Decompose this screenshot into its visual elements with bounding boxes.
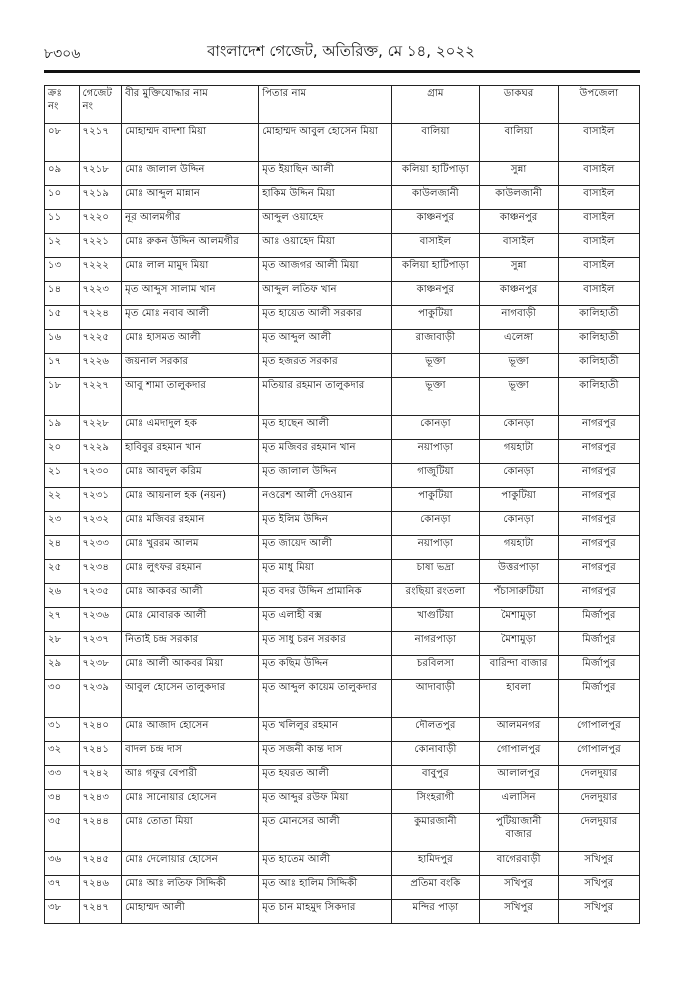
cell-father-name: আব্দুল ওয়াহেদ <box>259 210 392 234</box>
gazette-title: বাংলাদেশ গেজেট, অতিরিক্ত, মে ১৪, ২০২২ <box>207 42 475 60</box>
cell-gazette-no: ৭২২৭ <box>79 378 122 416</box>
cell-father-name: মৃত সজনী কান্ত দাস <box>259 742 392 766</box>
cell-upazila: দেলদুয়ার <box>558 814 639 852</box>
freedom-fighter-table <box>44 85 640 924</box>
table-row <box>45 162 640 186</box>
cell-village: চাষা ভদ্রা <box>392 560 479 584</box>
cell-serial: ৩৫ <box>45 814 80 852</box>
table-row <box>45 718 640 742</box>
cell-post-office: বাগেরবাড়ী <box>479 852 558 876</box>
cell-fighter-name: মোঃ রুকন উদ্দিন আলমগীর <box>122 234 259 258</box>
cell-post-office: সুন্না <box>479 162 558 186</box>
table-header-row <box>45 86 640 124</box>
cell-serial: ১৮ <box>45 378 80 416</box>
cell-fighter-name: মোঃ আলী আকবর মিয়া <box>122 656 259 680</box>
cell-village: কুমারজানী <box>392 814 479 852</box>
cell-fighter-name: মোঃ মোবারক আলী <box>122 608 259 632</box>
cell-village: রাজাবাড়ী <box>392 330 479 354</box>
cell-fighter-name: মোঃ আজাদ হোসেন <box>122 718 259 742</box>
cell-village: নয়াপাড়া <box>392 536 479 560</box>
column-header-gazette-no: গেজেট নং <box>79 86 122 124</box>
table-row <box>45 632 640 656</box>
table-row <box>45 656 640 680</box>
table-row <box>45 282 640 306</box>
cell-post-office: বাসাইল <box>479 234 558 258</box>
cell-post-office: পুটিয়াজানী বাজার <box>479 814 558 852</box>
cell-gazette-no: ৭২৩১ <box>79 488 122 512</box>
cell-village: প্রতিমা বংকি <box>392 876 479 900</box>
cell-post-office: গয়হাটা <box>479 536 558 560</box>
cell-serial: ২৯ <box>45 656 80 680</box>
cell-upazila: দেলদুয়ার <box>558 766 639 790</box>
cell-gazette-no: ৭২৪৭ <box>79 900 122 924</box>
cell-serial: ১৪ <box>45 282 80 306</box>
cell-father-name: মৃত হাতেম আলী <box>259 852 392 876</box>
cell-gazette-no: ৭২২৬ <box>79 354 122 378</box>
cell-father-name: মৃত বদর উদ্দিন প্রামানিক <box>259 584 392 608</box>
table-row <box>45 186 640 210</box>
table-body <box>45 124 640 924</box>
cell-serial: ৩৩ <box>45 766 80 790</box>
cell-post-office: কোনড়া <box>479 464 558 488</box>
cell-serial: ১৯ <box>45 416 80 440</box>
cell-fighter-name: মোঃ আবদুল করিম <box>122 464 259 488</box>
column-header-village: গ্রাম <box>392 86 479 124</box>
cell-post-office: কাউলজানী <box>479 186 558 210</box>
cell-serial: ৩৬ <box>45 852 80 876</box>
cell-father-name: হাকিম উদ্দিন মিয়া <box>259 186 392 210</box>
cell-upazila: বাসাইল <box>558 282 639 306</box>
cell-gazette-no: ৭২২১ <box>79 234 122 258</box>
cell-upazila: বাসাইল <box>558 234 639 258</box>
cell-upazila: বাসাইল <box>558 124 639 162</box>
header-rule <box>44 70 640 73</box>
cell-post-office: কোনড়া <box>479 512 558 536</box>
table-row <box>45 790 640 814</box>
cell-gazette-no: ৭২৩০ <box>79 464 122 488</box>
table-row <box>45 440 640 464</box>
cell-fighter-name: মোহাম্মদ আলী <box>122 900 259 924</box>
table-row <box>45 766 640 790</box>
cell-gazette-no: ৭২৪০ <box>79 718 122 742</box>
cell-village: কোনাবাড়ী <box>392 742 479 766</box>
table-row <box>45 680 640 718</box>
cell-upazila: মির্জাপুর <box>558 632 639 656</box>
cell-village: কলিয়া হাটিপাড়া <box>392 258 479 282</box>
cell-father-name: মতিয়ার রহমান তালুকদার <box>259 378 392 416</box>
cell-father-name: নওরেশ আলী দেওয়ান <box>259 488 392 512</box>
cell-post-office: সখিপুর <box>479 900 558 924</box>
table-row <box>45 488 640 512</box>
cell-upazila: বাসাইল <box>558 258 639 282</box>
cell-gazette-no: ৭২৩৪ <box>79 560 122 584</box>
cell-village: ভূক্তা <box>392 354 479 378</box>
cell-father-name: মৃত মাধু মিয়া <box>259 560 392 584</box>
cell-post-office: পাকুটিয়া <box>479 488 558 512</box>
cell-father-name: মৃত হায়েত আলী সরকার <box>259 306 392 330</box>
cell-serial: ২৪ <box>45 536 80 560</box>
cell-upazila: কালিহাতী <box>558 378 639 416</box>
cell-serial: ৩৭ <box>45 876 80 900</box>
cell-father-name: মৃত আব্দুর রউফ মিয়া <box>259 790 392 814</box>
table-row <box>45 378 640 416</box>
cell-serial: ১১ <box>45 210 80 234</box>
cell-gazette-no: ৭২২৯ <box>79 440 122 464</box>
cell-post-office: বালিয়া <box>479 124 558 162</box>
cell-fighter-name: মোঃ আব্দুল মান্নান <box>122 186 259 210</box>
cell-upazila: নাগরপুর <box>558 416 639 440</box>
cell-father-name: মৃত মজিবর রহমান খান <box>259 440 392 464</box>
cell-post-office: সখিপুর <box>479 876 558 900</box>
cell-village: বালিয়া <box>392 124 479 162</box>
cell-post-office: এলাসিন <box>479 790 558 814</box>
cell-serial: ২২ <box>45 488 80 512</box>
cell-serial: ১০ <box>45 186 80 210</box>
cell-village: খাগুটিয়া <box>392 608 479 632</box>
cell-serial: ১৫ <box>45 306 80 330</box>
cell-upazila: নাগরপুর <box>558 560 639 584</box>
cell-father-name: মৃত আজগর আলী মিয়া <box>259 258 392 282</box>
column-header-father-name: পিতার নাম <box>259 86 392 124</box>
cell-father-name: মৃত হযরত আলী <box>259 766 392 790</box>
cell-gazette-no: ৭২২৮ <box>79 416 122 440</box>
cell-fighter-name: মোঃ লাল মামুদ মিয়া <box>122 258 259 282</box>
cell-fighter-name: মোহাম্মদ বাদশা মিয়া <box>122 124 259 162</box>
table-row <box>45 124 640 162</box>
cell-serial: ২০ <box>45 440 80 464</box>
cell-upazila: নাগরপুর <box>558 488 639 512</box>
cell-upazila: সখিপুর <box>558 876 639 900</box>
cell-father-name: মৃত চান মাহমুদ সিকদার <box>259 900 392 924</box>
cell-upazila: বাসাইল <box>558 186 639 210</box>
cell-serial: ১২ <box>45 234 80 258</box>
cell-fighter-name: নূর আলমগীর <box>122 210 259 234</box>
column-header-post-office: ডাকঘর <box>479 86 558 124</box>
cell-upazila: সখিপুর <box>558 852 639 876</box>
cell-fighter-name: মোঃ আঃ লতিফ সিদ্দিকী <box>122 876 259 900</box>
cell-father-name: মৃত ইয়াছিন আলী <box>259 162 392 186</box>
cell-serial: ২১ <box>45 464 80 488</box>
cell-gazette-no: ৭২১৭ <box>79 124 122 162</box>
cell-father-name: মৃত সাধু চরন সরকার <box>259 632 392 656</box>
cell-father-name: মৃত ইলিম উদ্দিন <box>259 512 392 536</box>
table-row <box>45 234 640 258</box>
cell-upazila: নাগরপুর <box>558 584 639 608</box>
cell-post-office: গয়হাটা <box>479 440 558 464</box>
table-row <box>45 512 640 536</box>
cell-post-office: ভূক্তা <box>479 354 558 378</box>
table-row <box>45 814 640 852</box>
cell-post-office: মৈশামুড়া <box>479 608 558 632</box>
cell-village: কাউলজানী <box>392 186 479 210</box>
cell-fighter-name: জয়নাল সরকার <box>122 354 259 378</box>
cell-fighter-name: মোঃ দেলোয়ার হোসেন <box>122 852 259 876</box>
cell-village: নাগরপাড়া <box>392 632 479 656</box>
cell-gazette-no: ৭২৪৬ <box>79 876 122 900</box>
cell-village: সিংহরাগী <box>392 790 479 814</box>
cell-village: ভূক্তা <box>392 378 479 416</box>
cell-gazette-no: ৭২৪৩ <box>79 790 122 814</box>
cell-fighter-name: মোঃ খুররম আলম <box>122 536 259 560</box>
cell-upazila: নাগরপুর <box>558 536 639 560</box>
cell-upazila: গোপালপুর <box>558 742 639 766</box>
cell-post-office: কাঞ্চনপুর <box>479 210 558 234</box>
cell-village: রংছিয়া রংতলা <box>392 584 479 608</box>
cell-village: গাজুটিয়া <box>392 464 479 488</box>
cell-post-office: কোনড়া <box>479 416 558 440</box>
cell-upazila: নাগরপুর <box>558 512 639 536</box>
table-row <box>45 876 640 900</box>
cell-upazila: বাসাইল <box>558 210 639 234</box>
cell-father-name: মৃত এলাহী বক্স <box>259 608 392 632</box>
cell-gazette-no: ৭২১৮ <box>79 162 122 186</box>
cell-village: পাকুটিয়া <box>392 488 479 512</box>
cell-fighter-name: নিতাই চন্দ্র সরকার <box>122 632 259 656</box>
table-row <box>45 416 640 440</box>
cell-gazette-no: ৭২৪১ <box>79 742 122 766</box>
cell-gazette-no: ৭২৩৮ <box>79 656 122 680</box>
cell-serial: ০৯ <box>45 162 80 186</box>
cell-upazila: নাগরপুর <box>558 464 639 488</box>
cell-gazette-no: ৭২২৩ <box>79 282 122 306</box>
column-header-fighter-name: বীর মুক্তিযোদ্ধার নাম <box>122 86 259 124</box>
cell-gazette-no: ৭২৪২ <box>79 766 122 790</box>
cell-fighter-name: আবুল হোসেন তালুকদার <box>122 680 259 718</box>
cell-upazila: কালিহাতী <box>558 354 639 378</box>
cell-fighter-name: মোঃ জালাল উদ্দিন <box>122 162 259 186</box>
cell-fighter-name: মোঃ হাসমত আলী <box>122 330 259 354</box>
cell-serial: ৩৮ <box>45 900 80 924</box>
cell-gazette-no: ৭২২৫ <box>79 330 122 354</box>
cell-post-office: আলালপুর <box>479 766 558 790</box>
cell-gazette-no: ৭২২৪ <box>79 306 122 330</box>
table-row <box>45 464 640 488</box>
table-row <box>45 852 640 876</box>
table-row <box>45 306 640 330</box>
page-number: ৮৩০৬ <box>44 46 81 62</box>
cell-father-name: মৃত হজরত সরকার <box>259 354 392 378</box>
cell-father-name: মৃত জালাল উদ্দিন <box>259 464 392 488</box>
cell-village: মন্দির পাড়া <box>392 900 479 924</box>
cell-upazila: গোপালপুর <box>558 718 639 742</box>
cell-post-office: গোপালপুর <box>479 742 558 766</box>
cell-post-office: পঁচাসারুটিয়া <box>479 584 558 608</box>
cell-fighter-name: মোঃ সানোয়ার হোসেন <box>122 790 259 814</box>
cell-fighter-name: আঃ গফুর বেপারী <box>122 766 259 790</box>
table-row <box>45 354 640 378</box>
cell-fighter-name: মৃত মোঃ নবাব আলী <box>122 306 259 330</box>
cell-father-name: আঃ ওয়াহেদ মিয়া <box>259 234 392 258</box>
cell-serial: ০৮ <box>45 124 80 162</box>
cell-village: আদাবাড়ী <box>392 680 479 718</box>
cell-gazette-no: ৭২২০ <box>79 210 122 234</box>
cell-village: বাবুপুর <box>392 766 479 790</box>
cell-fighter-name: মোঃ আয়নাল হক (নয়ন) <box>122 488 259 512</box>
cell-upazila: বাসাইল <box>558 162 639 186</box>
cell-fighter-name: মোঃ তোতা মিয়া <box>122 814 259 852</box>
table-row <box>45 560 640 584</box>
cell-post-office: আলমনগর <box>479 718 558 742</box>
cell-gazette-no: ৭২৩৫ <box>79 584 122 608</box>
cell-fighter-name: মোঃ মজিবর রহমান <box>122 512 259 536</box>
table-row <box>45 330 640 354</box>
cell-fighter-name: মোঃ লুৎফর রহমান <box>122 560 259 584</box>
cell-village: নয়াপাড়া <box>392 440 479 464</box>
cell-serial: ১৬ <box>45 330 80 354</box>
cell-fighter-name: আবু শামা তালুকদার <box>122 378 259 416</box>
cell-gazette-no: ৭২৩৯ <box>79 680 122 718</box>
cell-post-office: উত্তরপাড়া <box>479 560 558 584</box>
cell-father-name: মোহাম্মদ আবুল হোসেন মিয়া <box>259 124 392 162</box>
cell-fighter-name: হাবিবুর রহমান খান <box>122 440 259 464</box>
cell-serial: ১৩ <box>45 258 80 282</box>
cell-serial: ২৮ <box>45 632 80 656</box>
cell-village: কোনড়া <box>392 512 479 536</box>
cell-post-office: নাগবাড়ী <box>479 306 558 330</box>
cell-village: চরবিলসা <box>392 656 479 680</box>
cell-gazette-no: ৭২৪৪ <box>79 814 122 852</box>
cell-upazila: দেলদুয়ার <box>558 790 639 814</box>
cell-serial: ২৭ <box>45 608 80 632</box>
column-header-upazila: উপজেলা <box>558 86 639 124</box>
cell-upazila: নাগরপুর <box>558 440 639 464</box>
cell-upazila: কালিহাতী <box>558 306 639 330</box>
table-row <box>45 900 640 924</box>
table-row <box>45 210 640 234</box>
cell-father-name: আব্দুল লতিফ খান <box>259 282 392 306</box>
cell-village: দৌলতপুর <box>392 718 479 742</box>
column-header-serial: ক্রঃ নং <box>45 86 80 124</box>
cell-gazette-no: ৭২২২ <box>79 258 122 282</box>
cell-village: কোনড়া <box>392 416 479 440</box>
cell-village: বাসাইল <box>392 234 479 258</box>
cell-post-office: মৈশামুড়া <box>479 632 558 656</box>
cell-father-name: মৃত মোনসের আলী <box>259 814 392 852</box>
table-row <box>45 584 640 608</box>
cell-gazette-no: ৭২৩৭ <box>79 632 122 656</box>
cell-post-office: বারিন্দা বাজার <box>479 656 558 680</box>
cell-fighter-name: বাদল চন্দ্র দাস <box>122 742 259 766</box>
cell-gazette-no: ৭২৪৫ <box>79 852 122 876</box>
cell-post-office: ভূক্তা <box>479 378 558 416</box>
cell-father-name: মৃত আঃ হালিম সিদ্দিকী <box>259 876 392 900</box>
cell-village: কলিয়া হাটিপাড়া <box>392 162 479 186</box>
cell-serial: ২৬ <box>45 584 80 608</box>
cell-upazila: মির্জাপুর <box>558 680 639 718</box>
cell-gazette-no: ৭২৩২ <box>79 512 122 536</box>
cell-gazette-no: ৭২৩৩ <box>79 536 122 560</box>
cell-post-office: এলেঙ্গা <box>479 330 558 354</box>
cell-gazette-no: ৭২৩৬ <box>79 608 122 632</box>
cell-post-office: হাবলা <box>479 680 558 718</box>
cell-upazila: কালিহাতী <box>558 330 639 354</box>
cell-father-name: মৃত আব্দুল কায়েম তালুকদার <box>259 680 392 718</box>
cell-serial: ৩০ <box>45 680 80 718</box>
table-row <box>45 742 640 766</box>
cell-fighter-name: মোঃ এমদাদুল হক <box>122 416 259 440</box>
cell-upazila: সখিপুর <box>558 900 639 924</box>
cell-fighter-name: মৃত আব্দুস সালাম খান <box>122 282 259 306</box>
cell-serial: ২৫ <box>45 560 80 584</box>
cell-father-name: মৃত হাছেন আলী <box>259 416 392 440</box>
cell-serial: ১৭ <box>45 354 80 378</box>
cell-gazette-no: ৭২১৯ <box>79 186 122 210</box>
cell-father-name: মৃত জায়েদ আলী <box>259 536 392 560</box>
cell-father-name: মৃত আব্দুল আলী <box>259 330 392 354</box>
cell-serial: ৩২ <box>45 742 80 766</box>
cell-serial: ৩৪ <box>45 790 80 814</box>
page-header <box>44 38 638 64</box>
cell-father-name: মৃত কছিম উদ্দিন <box>259 656 392 680</box>
cell-upazila: মির্জাপুর <box>558 656 639 680</box>
cell-village: হামিদপুর <box>392 852 479 876</box>
cell-fighter-name: মোঃ আকবর আলী <box>122 584 259 608</box>
cell-post-office: কাঞ্চনপুর <box>479 282 558 306</box>
cell-village: পাকুটিয়া <box>392 306 479 330</box>
cell-village: কাঞ্চনপুর <box>392 210 479 234</box>
cell-post-office: সুন্না <box>479 258 558 282</box>
table-row <box>45 608 640 632</box>
cell-serial: ২৩ <box>45 512 80 536</box>
cell-upazila: মির্জাপুর <box>558 608 639 632</box>
cell-father-name: মৃত খলিলুর রহমান <box>259 718 392 742</box>
table-row <box>45 536 640 560</box>
cell-village: কাঞ্চনপুর <box>392 282 479 306</box>
table-row <box>45 258 640 282</box>
cell-serial: ৩১ <box>45 718 80 742</box>
